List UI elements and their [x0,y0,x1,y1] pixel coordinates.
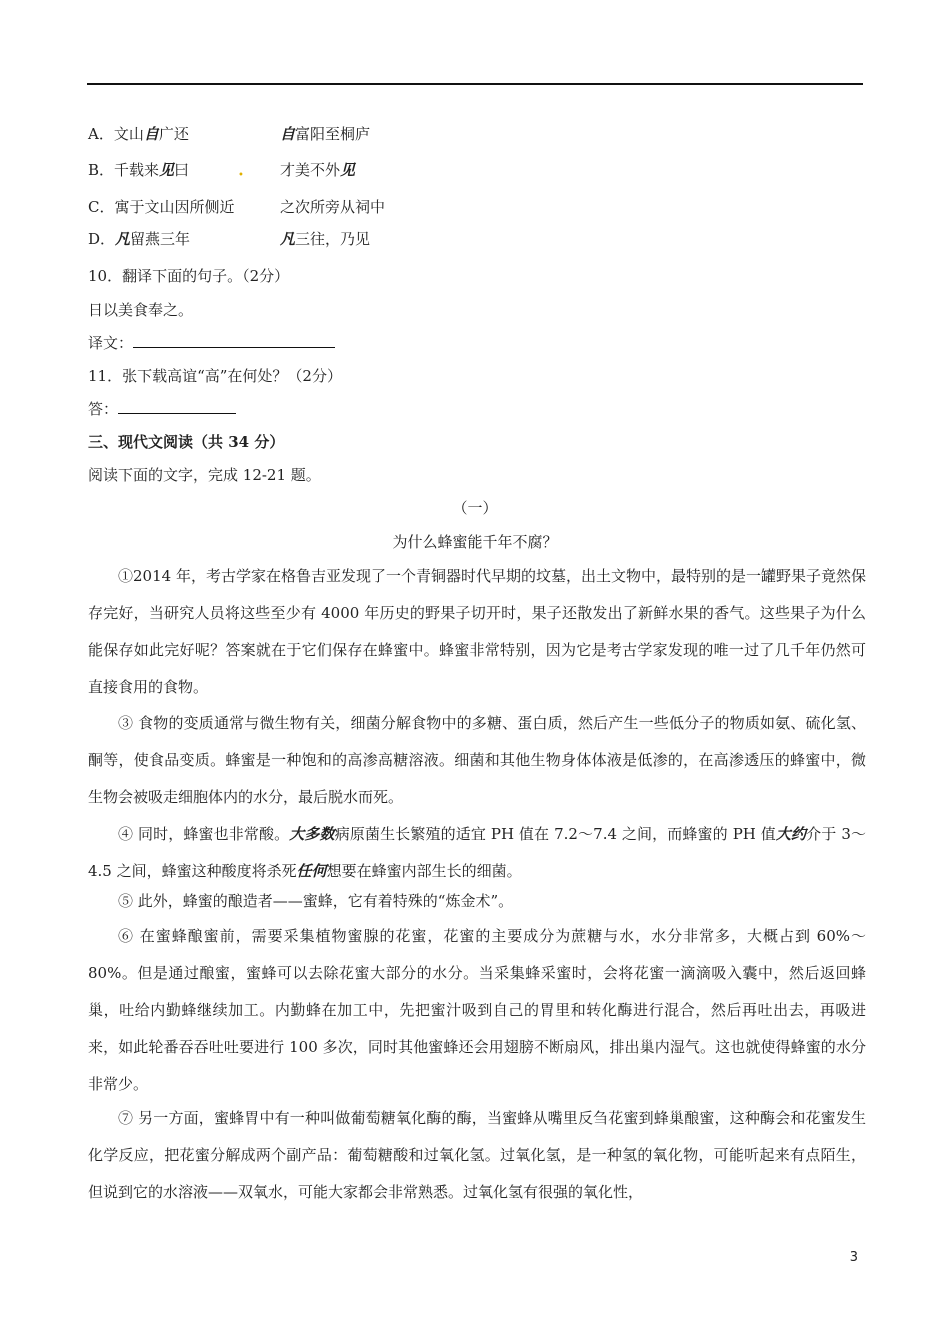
passage-number: （一） [452,499,498,517]
section-instruction: 阅读下面的文字，完成 12-21 题。 [88,466,321,484]
question-10-title: 10．翻译下面的句子。（2分） [88,267,290,285]
emphasized-char: 凡 [280,230,296,248]
option-a-right [280,124,370,144]
option-text: 之次所旁从祠中 [280,198,386,216]
option-text: 广还 [158,125,189,143]
question-10-answer [88,333,335,353]
option-d-right [280,229,370,249]
option-label: D． [88,230,116,248]
emphasized-char: 见 [159,161,175,179]
option-text: 曰 [174,161,190,179]
option-text: 富阳至桐庐 [295,125,371,143]
answer-label: 译文： [88,334,134,352]
option-c-right [280,197,385,217]
paragraph-text: 介于 3～4.5 之间，蜂蜜这种酸度将杀死 [88,825,866,880]
option-label: A．文山 [88,125,144,143]
emphasized-char: 见 [340,161,356,179]
option-text: 留燕三年 [130,230,191,248]
paragraph-3: ③ 食物的变质通常与微生物有关，细菌分解食物中的多糖、蛋白质，然后产生一些低分子的物质如氨、硫化氢、酮等，使食品变质。蜂蜜是一种饱和的高渗高糖溶液。细菌和其他生物身体体液是低渗的，在高渗透压的蜂蜜中，微生物会被吸走细胞体内的水分，最后脱水而死。 [88,714,866,806]
emphasized-char: 自 [143,125,159,143]
question-11-answer [88,399,236,419]
section-title: 三、现代文阅读（共 34 分） [88,433,285,451]
answer-blank[interactable] [118,399,236,414]
option-a [88,124,371,144]
answer-label: 答： [88,400,119,418]
option-label: C．寓于文山因所侧近 [88,198,235,216]
paragraph-4 [88,816,866,890]
emphasized-word: 任何 [296,862,327,880]
emphasis-dot-mark: • [238,170,244,181]
option-b-right [280,160,355,180]
paragraph-6: ⑥ 在蜜蜂酿蜜前，需要采集植物蜜腺的花蜜，花蜜的主要成分为蔗糖与水，水分非常多，大概占到 60%～80%。但是通过酿蜜，蜜蜂可以去除花蜜大部分的水分。当采集蜂采蜜时，会将花蜜一滴滴吸入囊中，然后返回蜂巢，吐给内勤蜂继续加工。内勤蜂在加工中，先把蜜汁吸到自己的胃里和转化酶进行混合，然后再吐出去，再吸进来，如此轮番吞吞吐吐要进行 100 多次，同时其他蜜蜂还会用翅膀不断扇风，排出巢内湿气。这也就使得蜂蜜的水分非常少。 [88,927,866,1093]
option-c [88,197,386,217]
paragraph-7: ⑦ 另一方面，蜜蜂胃中有一种叫做葡萄糖氧化酶的酶，当蜜蜂从嘴里反刍花蜜到蜂巢酿蜜，这种酶会和花蜜发生化学反应，把花蜜分解成两个副产品：葡萄糖酸和过氧化氢。过氧化氢，是一种氢的氧化物，可能听起来有点陌生，但说到它的水溶液——双氧水，可能大家都会非常熟悉。过氧化氢有很强的氧化性， [88,1109,866,1201]
option-label: B．千载来 [88,161,160,179]
header-rule [87,83,863,85]
option-text: 才美不外 [280,161,341,179]
page-number: 3 [849,1250,858,1265]
paragraph-text: 病原菌生长繁殖的适宜 PH 值在 7.2～7.4 之间，而蜂蜜的 PH 值 [334,825,776,843]
question-11-title: 11．张下载高谊“高”在何处？（2分） [88,367,342,385]
emphasized-char: 自 [280,125,296,143]
emphasized-word: 大约 [775,825,807,843]
option-b [88,160,356,180]
emphasized-word: 大多数 [289,825,335,843]
answer-blank[interactable] [133,333,335,348]
paragraph-text: 想要在蜂蜜内部生长的细菌。 [326,862,522,880]
option-d [88,229,371,249]
emphasized-char: 凡 [115,230,131,248]
paragraph-5: ⑤ 此外，蜂蜜的酿造者——蜜蜂，它有着特殊的“炼金术”。 [118,892,514,910]
passage-title: 为什么蜂蜜能千年不腐？ [392,533,558,551]
option-text: 三往，乃见 [295,230,371,248]
question-10-sentence: 日以美食奉之。 [88,301,194,319]
paragraph-text: ④ 同时，蜂蜜也非常酸。 [118,825,290,843]
paragraph-1: ①2014 年，考古学家在格鲁吉亚发现了一个青铜器时代早期的坟墓，出土文物中，最特别的是一罐野果子竟然保存完好，当研究人员将这些至少有 4000 年历史的野果子切开时，果子还散发出了新鲜水果的香气。这些果子为什么能保存如此完好呢？答案就在于它们保存在蜂蜜中。蜂蜜非常特别，因为它是考古学家发现的唯一过了几千年仍然可直接食用的食物。 [88,567,866,696]
